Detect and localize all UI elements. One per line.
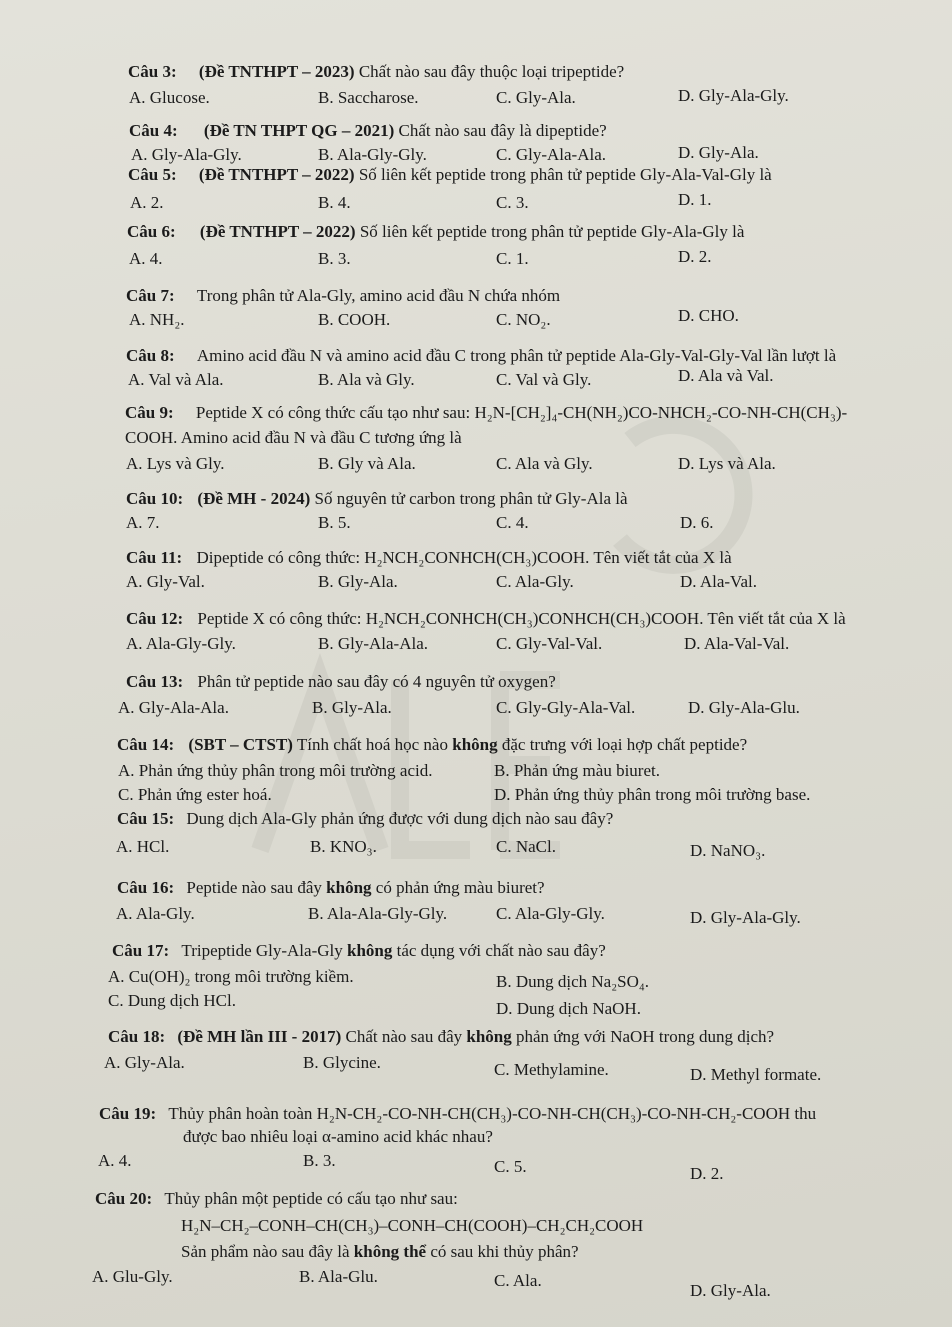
option-b[interactable]: B. 3. <box>318 249 351 268</box>
question-emphasis: không <box>346 941 393 960</box>
question-text-tail: tác dụng với chất nào sau đây? <box>392 941 606 960</box>
question-number: Câu 14: <box>117 735 175 754</box>
option-c[interactable]: C. 1. <box>496 249 529 268</box>
option-a[interactable]: A. Gly-Ala-Ala. <box>118 698 229 717</box>
option-a[interactable]: A. 7. <box>126 513 160 532</box>
option-d[interactable]: D. Gly-Ala. <box>690 1281 771 1300</box>
option-b[interactable]: B. Ala-Ala-Gly-Gly. <box>308 904 448 923</box>
question-19-stem-line2: được bao nhiêu loại α-amino acid khác nhau? <box>183 1127 493 1146</box>
question-emphasis: không <box>326 878 372 897</box>
option-b[interactable]: B. Ala-Gly-Gly. <box>318 145 427 164</box>
option-c[interactable]: C. Val và Gly. <box>496 370 592 389</box>
option-c[interactable]: C. Gly-Gly-Ala-Val. <box>496 698 636 717</box>
question-number: Câu 5: <box>128 165 177 184</box>
question-19-stem <box>99 1104 816 1124</box>
question-number: Câu 12: <box>126 609 184 628</box>
question-source: (Đề TNTHPT – 2022) <box>199 222 356 241</box>
option-b[interactable]: B. 3. <box>303 1151 336 1170</box>
question-13-stem <box>126 672 556 692</box>
question-number: Câu 10: <box>126 489 184 508</box>
option-c[interactable]: C. NO₂. <box>496 310 551 329</box>
question-14-stem <box>117 735 747 755</box>
question-source: (Đề TN THPT QG – 2021) <box>203 121 395 140</box>
question-source: (Đề MH - 2024) <box>197 489 311 508</box>
option-b[interactable]: B. Gly-Ala-Ala. <box>318 634 429 653</box>
option-b[interactable]: B. KNO₃. <box>310 837 377 856</box>
question-text: Dung dịch Ala-Gly phản ứng được với dung dịch nào sau đây? <box>186 809 614 828</box>
option-a[interactable]: A. Val và Ala. <box>128 370 224 389</box>
option-c[interactable]: C. Ala-Gly-Gly. <box>496 904 605 923</box>
question-text: Peptide X có công thức cấu tạo như sau: H₂N-[CH₂]₄-CH(NH₂)CO-NHCH₂-CO-NH-CH(CH₃)- <box>195 403 848 422</box>
question-4-stem <box>129 121 607 141</box>
option-d[interactable]: D. Gly-Ala-Gly. <box>678 86 789 105</box>
question-number: Câu 9: <box>125 403 174 422</box>
question-text: Thủy phân hoàn toàn H₂N-CH₂-CO-NH-CH(CH₃)-CO-NH-CH(CH₃)-CO-NH-CH₂-COOH thu <box>168 1104 817 1123</box>
option-d[interactable]: D. Phản ứng thủy phân trong môi trường base. <box>494 785 811 804</box>
option-a[interactable]: A. Phản ứng thủy phân trong môi trường acid. <box>118 761 433 780</box>
question-number: Câu 8: <box>126 346 175 365</box>
question-text: Số nguyên tử carbon trong phân tử Gly-Ala là <box>310 489 628 508</box>
option-c[interactable]: C. Dung dịch HCl. <box>108 991 236 1010</box>
option-d[interactable]: D. Ala và Val. <box>678 366 774 385</box>
option-b[interactable]: B. Gly và Ala. <box>318 454 416 473</box>
question-number: Câu 18: <box>108 1027 166 1046</box>
option-b[interactable]: B. Dung dịch Na₂SO₄. <box>496 972 650 991</box>
question-9-stem-line2: COOH. Amino acid đầu N và đầu C tương ứng là <box>125 428 462 447</box>
question-3-stem <box>128 62 624 82</box>
option-b[interactable]: B. Gly-Ala. <box>312 698 392 717</box>
question-number: Câu 17: <box>112 941 170 960</box>
question-text: Peptide X có công thức: H₂NCH₂CONHCH(CH₃)CONHCH(CH₃)COOH. Tên viết tắt của X là <box>197 609 846 628</box>
question-20-stem-line3 <box>181 1242 579 1262</box>
question-emphasis: không <box>452 735 498 754</box>
option-b[interactable]: B. Ala và Gly. <box>318 370 415 389</box>
question-number: Câu 3: <box>128 62 177 81</box>
question-text-tail: có phản ứng màu biuret? <box>371 878 545 897</box>
option-a[interactable]: A. Ala-Gly-Gly. <box>126 634 236 653</box>
option-c[interactable]: C. Ala-Gly. <box>496 572 574 591</box>
option-c[interactable]: C. Ala và Gly. <box>496 454 593 473</box>
option-c[interactable]: C. Gly-Val-Val. <box>496 634 603 653</box>
question-9-stem <box>125 403 847 423</box>
option-d[interactable]: D. Dung dịch NaOH. <box>496 999 641 1018</box>
option-b[interactable]: B. 4. <box>318 193 351 212</box>
option-a[interactable]: A. Lys và Gly. <box>126 454 225 473</box>
question-8-stem <box>126 346 836 366</box>
question-6-stem <box>127 222 744 242</box>
question-text-tail: có sau khi thủy phân? <box>426 1242 579 1261</box>
question-text: Tính chất hoá học nào <box>292 735 453 754</box>
question-text: Chất nào sau đây thuộc loại tripeptide? <box>354 62 625 81</box>
option-d[interactable]: D. Ala-Val. <box>680 572 757 591</box>
option-a[interactable]: A. HCl. <box>116 837 170 856</box>
question-source: (SBT – CTST) <box>188 735 293 754</box>
option-c[interactable]: C. Methylamine. <box>494 1060 609 1079</box>
question-20-stem <box>95 1189 458 1209</box>
option-a[interactable]: A. NH₂. <box>129 310 185 329</box>
option-b[interactable]: B. 5. <box>318 513 351 532</box>
question-source: (Đề TNTHPT – 2022) <box>198 165 355 184</box>
question-number: Câu 6: <box>127 222 176 241</box>
question-number: Câu 20: <box>95 1189 153 1208</box>
question-text: Dipeptide có công thức: H₂NCH₂CONHCH(CH₃)COOH. Tên viết tắt của X là <box>196 548 732 567</box>
question-11-stem <box>126 548 732 568</box>
question-text: Phân tử peptide nào sau đây có 4 nguyên tử oxygen? <box>197 672 556 691</box>
option-a[interactable]: A. Gly-Val. <box>126 572 205 591</box>
question-text: Số liên kết peptide trong phân tử peptide Gly-Ala-Gly là <box>355 222 745 241</box>
question-emphasis: không <box>466 1027 512 1046</box>
option-d[interactable]: D. 2. <box>678 247 712 266</box>
question-source: (Đề TNTHPT – 2023) <box>198 62 355 81</box>
option-c[interactable]: C. NaCl. <box>496 837 556 856</box>
option-d[interactable]: D. 1. <box>678 190 712 209</box>
option-b[interactable]: B. Phản ứng màu biuret. <box>494 761 660 780</box>
question-text: Amino acid đầu N và amino acid đầu C trong phân tử peptide Ala-Gly-Val-Gly-Val lần lượt là <box>196 346 837 365</box>
question-text: Chất nào sau đây là dipeptide? <box>394 121 607 140</box>
option-d[interactable]: D. NaNO₃. <box>690 841 766 860</box>
question-number: Câu 7: <box>126 286 175 305</box>
question-text: Tripeptide Gly-Ala-Gly <box>181 941 347 960</box>
option-c[interactable]: C. 3. <box>496 193 529 212</box>
option-b[interactable]: B. Gly-Ala. <box>318 572 398 591</box>
question-text: Trong phân tử Ala-Gly, amino acid đầu N chứa nhóm <box>196 286 561 305</box>
option-a[interactable]: A. Glu-Gly. <box>92 1267 173 1286</box>
option-d[interactable]: D. Gly-Ala. <box>678 143 759 162</box>
question-text: Chất nào sau đây <box>341 1027 467 1046</box>
option-d[interactable]: D. Methyl formate. <box>690 1065 822 1084</box>
question-number: Câu 19: <box>99 1104 157 1123</box>
question-text: Peptide nào sau đây <box>186 878 327 897</box>
option-d[interactable]: D. 6. <box>680 513 714 532</box>
question-text: Số liên kết peptide trong phân tử peptide Gly-Ala-Val-Gly là <box>354 165 772 184</box>
option-b[interactable]: B. Saccharose. <box>318 88 419 107</box>
question-number: Câu 11: <box>126 548 183 567</box>
question-5-stem <box>128 165 772 185</box>
question-text-tail: phản ứng với NaOH trong dung dịch? <box>511 1027 775 1046</box>
option-c[interactable]: C. Phản ứng ester hoá. <box>118 785 272 804</box>
question-number: Câu 16: <box>117 878 175 897</box>
option-a[interactable]: A. Gly-Ala-Gly. <box>131 145 242 164</box>
question-7-stem <box>126 286 560 306</box>
option-a[interactable]: A. 2. <box>130 193 164 212</box>
question-emphasis: không thể <box>353 1242 427 1261</box>
option-d[interactable]: D. Lys và Ala. <box>678 454 776 473</box>
option-b[interactable]: B. Ala-Glu. <box>299 1267 378 1286</box>
option-b[interactable]: B. Glycine. <box>303 1053 381 1072</box>
option-d[interactable]: D. 2. <box>690 1164 724 1183</box>
question-number: Câu 13: <box>126 672 184 691</box>
question-number: Câu 4: <box>129 121 178 140</box>
option-d[interactable]: D. CHO. <box>678 306 739 325</box>
question-16-stem <box>117 878 545 898</box>
question-number: Câu 15: <box>117 809 175 828</box>
option-c[interactable]: C. Ala. <box>494 1271 542 1290</box>
question-18-stem <box>108 1027 774 1047</box>
option-d[interactable]: D. Ala-Val-Val. <box>684 634 790 653</box>
option-a[interactable]: A. Cu(OH)₂ trong môi trường kiềm. <box>108 967 354 986</box>
option-d[interactable]: D. Gly-Ala-Gly. <box>690 908 801 927</box>
option-c[interactable]: C. 5. <box>494 1157 527 1176</box>
question-17-stem <box>112 941 606 961</box>
option-a[interactable]: A. Ala-Gly. <box>116 904 195 923</box>
option-a[interactable]: A. 4. <box>98 1151 132 1170</box>
option-c[interactable]: C. 4. <box>496 513 529 532</box>
peptide-formula: H₂N–CH₂–CONH–CH(CH₃)–CONH–CH(COOH)–CH₂CH₂COOH <box>181 1216 644 1235</box>
option-c[interactable]: C. Gly-Ala. <box>496 88 576 107</box>
option-a[interactable]: A. Glucose. <box>129 88 210 107</box>
question-12-stem <box>126 609 846 629</box>
question-text-tail: đặc trưng với loại hợp chất peptide? <box>497 735 748 754</box>
option-c[interactable]: C. Gly-Ala-Ala. <box>496 145 607 164</box>
question-text: Thủy phân một peptide có cấu tạo như sau: <box>164 1189 458 1208</box>
question-text: Sản phẩm nào sau đây là <box>181 1242 354 1261</box>
option-a[interactable]: A. Gly-Ala. <box>104 1053 185 1072</box>
option-a[interactable]: A. 4. <box>129 249 163 268</box>
option-b[interactable]: B. COOH. <box>318 310 391 329</box>
option-d[interactable]: D. Gly-Ala-Glu. <box>688 698 800 717</box>
question-15-stem <box>117 809 613 829</box>
question-source: (Đề MH lần III - 2017) <box>177 1027 342 1046</box>
question-10-stem <box>126 489 628 509</box>
